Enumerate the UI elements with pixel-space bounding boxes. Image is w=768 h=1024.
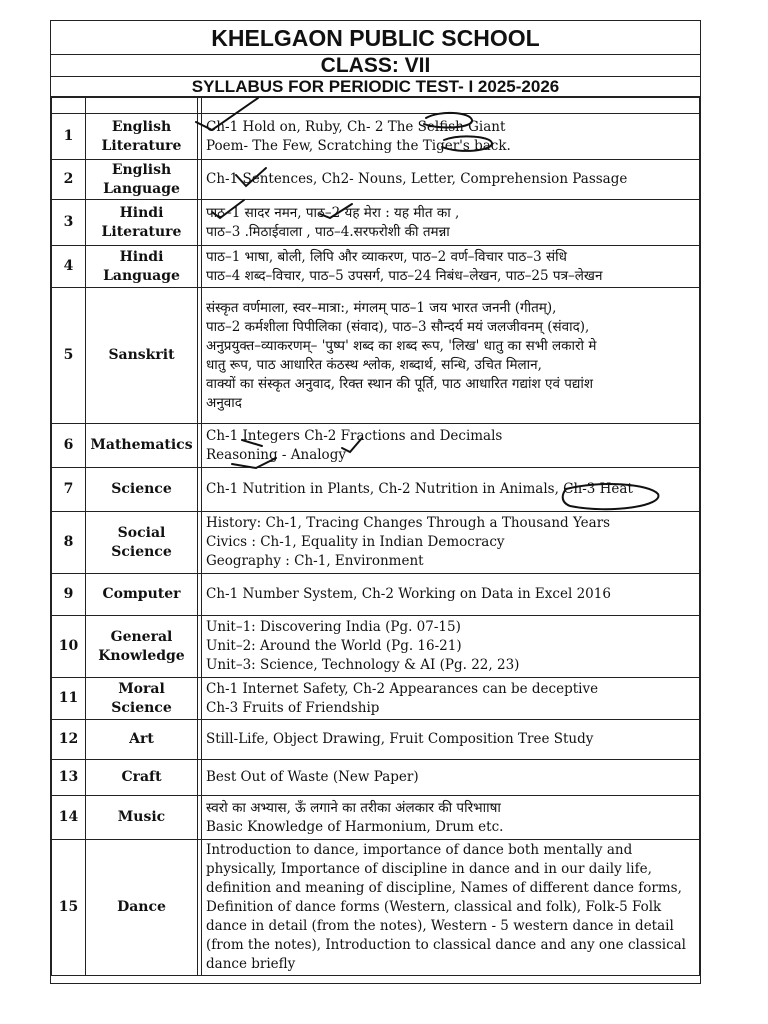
syllabus-line: पाठ–1 सादर नमन, पाठ–2 यह मेरा : यह मीत का , <box>206 204 460 221</box>
subject-row <box>52 512 700 574</box>
subject-row <box>52 114 700 160</box>
subject-name: Dance <box>86 840 198 976</box>
syllabus-line: Ch-3 Fruits of Friendship <box>206 699 380 716</box>
serial-number: 12 <box>52 720 86 760</box>
syllabus-details <box>202 114 700 160</box>
syllabus-line: वाक्यों का संस्कृत अनुवाद, रिक्त स्थान की पूर्ति, पाठ आधारित गद्यांश एवं पद्यांश <box>206 375 594 392</box>
syllabus-line: Civics : Ch-1, Equality in Indian Democracy <box>206 534 505 550</box>
syllabus-line: पाठ–1 भाषा, बोली, लिपि और व्याकरण, पाठ–2 वर्ण–विचार पाठ–3 संधि <box>206 248 567 265</box>
syllabus-paragraph: Introduction to dance, importance of dance both mentally and physically, Importance of discipline in dance and in our daily life, definition and meaning of discipline, Names of different dance forms, Definition of dance forms (Western, classical and folk), Folk-5 Folk dance in detail (from the notes), Western - 5 western dance in detail (from the notes), Introduction to classical dance and any one classical dance briefly <box>206 842 686 972</box>
subject-row <box>52 616 700 678</box>
serial-number: 8 <box>52 512 86 574</box>
serial-number: 13 <box>52 760 86 796</box>
syllabus-line: Still-Life, Object Drawing, Fruit Composition Tree Study <box>206 731 594 747</box>
serial-number: 4 <box>52 246 86 288</box>
syllabus-details <box>202 720 700 760</box>
syllabus-line: Ch-1 Number System, Ch-2 Working on Data in Excel 2016 <box>206 586 611 602</box>
serial-number: 2 <box>52 160 86 200</box>
school-name: KHELGAON PUBLIC SCHOOL <box>51 21 700 55</box>
syllabus-details <box>202 678 700 720</box>
syllabus-line: धातु रूप, पाठ आधारित कंठस्थ श्लोक, शब्दार्थ, सन्धि, उचित मिलान, <box>206 356 542 373</box>
serial-number: 10 <box>52 616 86 678</box>
syllabus-line: अनुप्रयुक्त–व्याकरणम्– 'पुष्प' शब्द का शब्द रूप, 'लिख' धातु का सभी लकारो मे <box>206 337 597 354</box>
syllabus-line: पाठ–2 कर्मशीला पिपीलिका (संवाद), पाठ–3 सौन्दर्य मयं जलजीवनम् (संवाद), <box>206 318 590 335</box>
syllabus-details <box>202 288 700 424</box>
serial-number: 7 <box>52 468 86 512</box>
subject-row <box>52 574 700 616</box>
subject-row <box>52 796 700 840</box>
syllabus-line: स्वरो का अभ्यास, ऊँ लगाने का तरीका अंलकार की परिभााषा <box>206 799 501 816</box>
subject-row <box>52 200 700 246</box>
blank-row <box>52 98 700 114</box>
syllabus-line: Reasoning - Analogy <box>206 446 346 463</box>
syllabus-line: Ch-1 Sentences, Ch2- Nouns, Letter, Comprehension Passage <box>206 171 628 187</box>
subject-name: Art <box>86 720 198 760</box>
syllabus-details <box>202 246 700 288</box>
syllabus-line: अनुवाद <box>206 394 242 411</box>
syllabus-details <box>202 574 700 616</box>
subject-name: Mathematics <box>86 424 198 468</box>
serial-number: 1 <box>52 114 86 160</box>
syllabus-line: Ch-1 Hold on, Ruby, Ch- 2 The Selfish Giant <box>206 118 506 135</box>
syllabus-details <box>202 424 700 468</box>
subject-row <box>52 160 700 200</box>
subject-name: English Language <box>86 160 198 200</box>
syllabus-line: Ch-1 Nutrition in Plants, Ch-2 Nutrition in Animals, Ch-3 Heat <box>206 481 633 497</box>
subject-name: Moral Science <box>86 678 198 720</box>
subject-rows <box>52 114 700 976</box>
serial-number: 11 <box>52 678 86 720</box>
subject-name: English Literature <box>86 114 198 160</box>
serial-number: 3 <box>52 200 86 246</box>
subject-name: General Knowledge <box>86 616 198 678</box>
subject-row <box>52 468 700 512</box>
syllabus-details <box>202 616 700 678</box>
syllabus-line: Basic Knowledge of Harmonium, Drum etc. <box>206 818 504 835</box>
syllabus-line: Unit–2: Around the World (Pg. 16-21) <box>206 638 462 654</box>
serial-number: 14 <box>52 796 86 840</box>
syllabus-line: संस्कृत वर्णमाला, स्वर–मात्रा:, मंगलम् पाठ–1 जय भारत जननी (गीतम्), <box>206 299 557 316</box>
serial-number: 6 <box>52 424 86 468</box>
syllabus-line: पाठ–4 शब्द–विचार, पाठ–5 उपसर्ग, पाठ–24 निबंध–लेखन, पाठ–25 पत्र–लेखन <box>206 267 603 284</box>
syllabus-line: Geography : Ch-1, Environment <box>206 553 424 569</box>
subject-name: Hindi Language <box>86 246 198 288</box>
subject-name: Computer <box>86 574 198 616</box>
subject-row <box>52 720 700 760</box>
syllabus-details <box>202 796 700 840</box>
subject-row <box>52 424 700 468</box>
syllabus-line: Unit–3: Science, Technology & AI (Pg. 22, 23) <box>206 657 520 673</box>
syllabus-sheet <box>50 20 701 984</box>
subject-row <box>52 288 700 424</box>
subject-name: Craft <box>86 760 198 796</box>
subject-name: Sanskrit <box>86 288 198 424</box>
subject-name: Hindi Literature <box>86 200 198 246</box>
syllabus-line: Best Out of Waste (New Paper) <box>206 769 419 785</box>
subject-name: Social Science <box>86 512 198 574</box>
syllabus-details <box>202 200 700 246</box>
subject-row <box>52 678 700 720</box>
syllabus-line: पाठ–3 .मिठाईवाला , पाठ–4.सरफरोशी की तमन्ना <box>206 223 450 240</box>
class-title: CLASS: VII <box>51 55 700 77</box>
serial-number: 9 <box>52 574 86 616</box>
serial-number: 15 <box>52 840 86 976</box>
syllabus-title: SYLLABUS FOR PERIODIC TEST- I 2025-2026 <box>51 77 700 97</box>
syllabus-line: History: Ch-1, Tracing Changes Through a Thousand Years <box>206 515 611 531</box>
subject-name: Science <box>86 468 198 512</box>
syllabus-line: Poem- The Few, Scratching the Tiger's back. <box>206 137 511 154</box>
subject-row <box>52 840 700 976</box>
syllabus-table <box>51 97 700 976</box>
syllabus-details <box>202 840 700 976</box>
syllabus-details <box>202 468 700 512</box>
syllabus-details <box>202 160 700 200</box>
syllabus-details <box>202 512 700 574</box>
syllabus-line: Ch-1 Integers Ch-2 Fractions and Decimals <box>206 427 503 444</box>
subject-row <box>52 760 700 796</box>
subject-row <box>52 246 700 288</box>
subject-name: Music <box>86 796 198 840</box>
syllabus-line: Ch-1 Internet Safety, Ch-2 Appearances can be deceptive <box>206 680 599 697</box>
serial-number: 5 <box>52 288 86 424</box>
syllabus-details <box>202 760 700 796</box>
syllabus-line: Unit–1: Discovering India (Pg. 07-15) <box>206 619 461 635</box>
